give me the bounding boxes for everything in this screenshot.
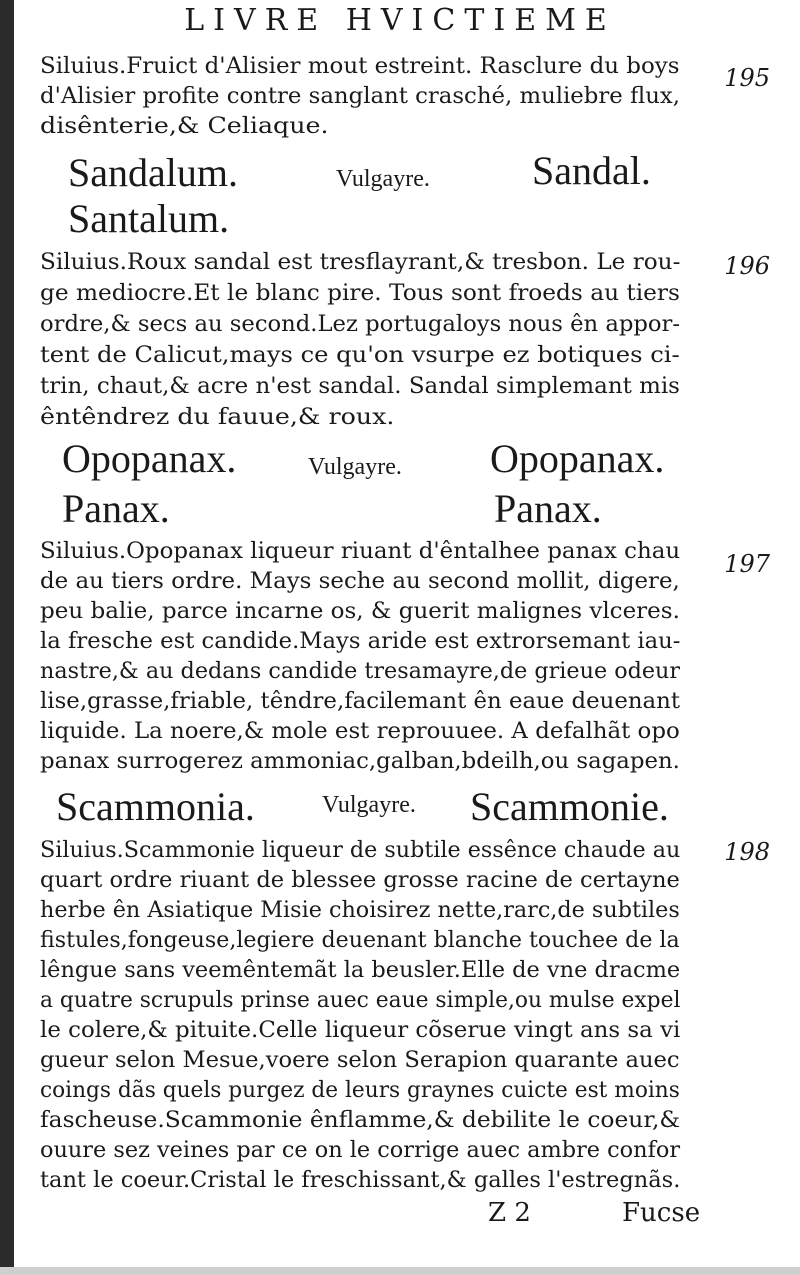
heading-vulgar-label: Vulgayre. [336,166,430,192]
heading-latin: Panax. [62,486,170,531]
text-line: panax surrogerez ammoniac,galban,bdeilh,ou sagapen. [40,749,680,774]
heading-latin: Sandalum. [68,150,238,195]
heading-vulgar: Panax. [494,486,602,531]
text-line: liquide. La noere,& mole est reprouuee. A defalhãt opo [40,719,680,744]
catchword: Fucse [622,1198,701,1228]
text-line: fistules,fongeuse,legiere deuenant blanche touchee de la [40,928,680,953]
signature-mark: Z 2 [488,1198,531,1228]
text-line: tent de Calicut,mays ce qu'on vsurpe ez botiques ci- [40,343,680,368]
binding-shadow [0,0,14,1275]
entry-number: 195 [724,64,770,92]
heading-latin: Santalum. [68,196,230,241]
heading-latin: Scammonia. [56,784,255,829]
text-line: gueur selon Mesue,voere selon Serapion quarante auec [40,1048,680,1073]
page-bottom-edge [0,1267,800,1275]
text-line: d'Alisier profite contre sanglant crasché, muliebre flux, [40,84,680,109]
heading-vulgar: Sandal. [532,148,651,193]
text-line: Siluius.Scammonie liqueur de subtile essênce chaude au [40,838,681,863]
text-line: fascheuse.Scammonie ênflamme,& debilite le coeur,& [40,1108,681,1133]
text-line: herbe ên Asiatique Misie choisirez nette,rarc,de subtiles [40,898,680,923]
heading-vulgar: Scammonie. [470,784,669,829]
text-line: Siluius.Fruict d'Alisier mout estreint. Rasclure du boys [40,54,680,79]
entry-number: 197 [724,550,770,578]
heading-vulgar-label: Vulgayre. [322,792,416,818]
text-line: Siluius.Opopanax liqueur riuant d'êntalhee panax chau [40,539,681,564]
text-line: de au tiers ordre. Mays seche au second mollit, digere, [40,569,680,594]
text-line: la fresche est candide.Mays aride est extrorsemant iau- [40,629,681,654]
text-line: coings dãs quels purgez de leurs graynes cuicte est moins [40,1078,680,1103]
text-line: tant le coeur.Cristal le freschissant,& galles l'estregnãs. [40,1168,681,1193]
entry-number: 198 [724,838,770,866]
text-line: lêngue sans veemêntemãt la beusler.Elle de vne dracme [40,958,681,983]
text-line: disênterie,& Celiaque. [40,114,329,139]
text-line: peu balie, parce incarne os, & guerit malignes vlceres. [40,599,680,624]
text-line: trin, chaut,& acre n'est sandal. Sandal simplemant mis [40,374,680,399]
text-line: Siluius.Roux sandal est tresflayrant,& tresbon. Le rou- [40,250,681,275]
text-line: a quatre scrupuls prinse auec eaue simple,ou mulse expel [40,988,681,1013]
running-head: LIVRE HVICTIEME [184,3,616,38]
text-line: quart ordre riuant de blessee grosse racine de certayne [40,868,680,893]
text-line: ordre,& secs au second.Lez portugaloys nous ên appor- [40,312,681,337]
text-line: lise,grasse,friable, têndre,facilemant ên eaue deuenant [40,689,680,714]
text-line: nastre,& au dedans candide tresamayre,de grieue odeur [40,659,681,684]
text-line: ouure sez veines par ce on le corrige auec ambre confor [40,1138,681,1163]
entry-number: 196 [724,252,770,280]
heading-vulgar: Opopanax. [490,436,665,481]
text-line: êntêndrez du fauue,& roux. [40,405,395,430]
text-line: le colere,& pituite.Celle liqueur cõserue vingt ans sa vi [40,1018,681,1043]
heading-latin: Opopanax. [62,436,237,481]
text-line: ge mediocre.Et le blanc pire. Tous sont froeds au tiers [40,281,680,306]
heading-vulgar-label: Vulgayre. [308,454,402,480]
